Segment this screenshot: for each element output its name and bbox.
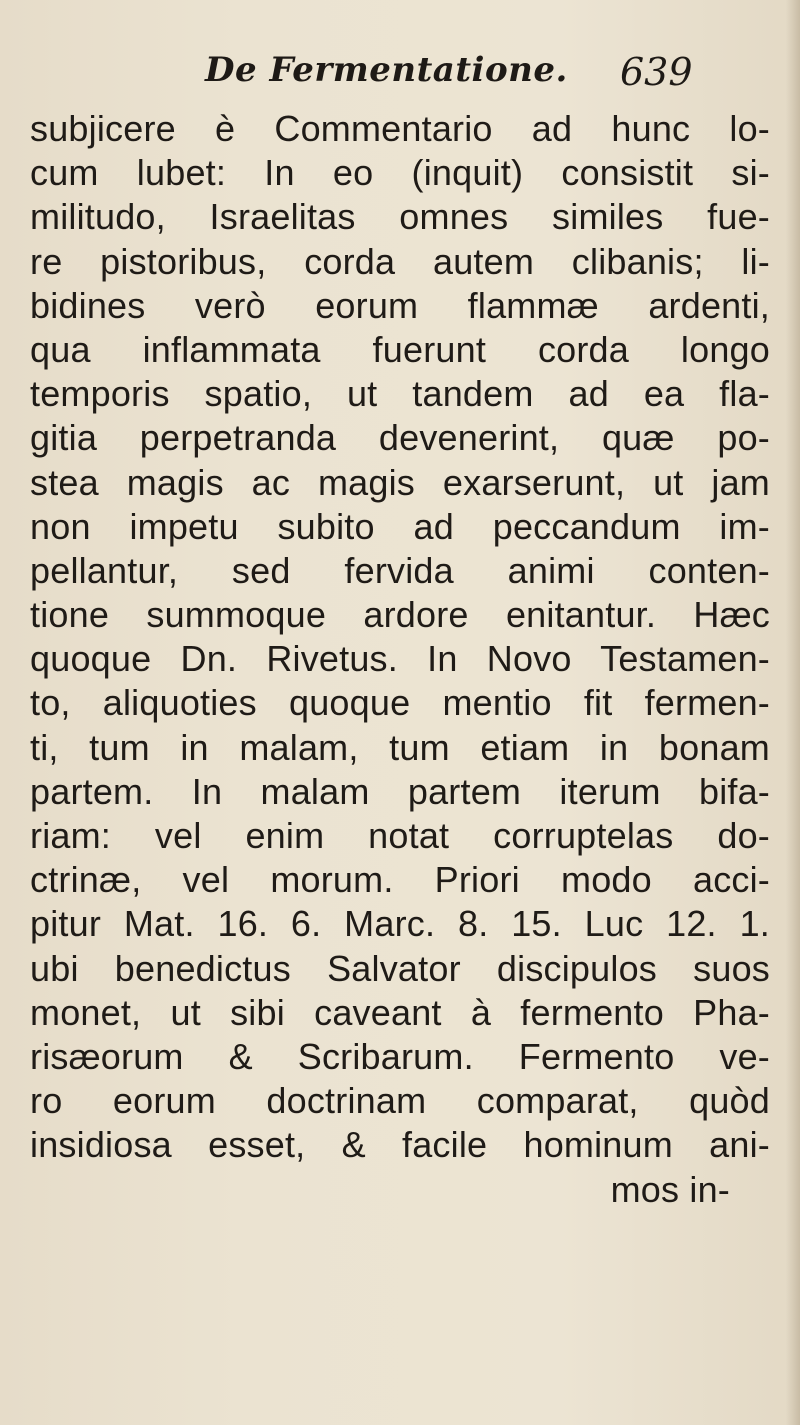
catchword: mos in- xyxy=(610,1168,730,1210)
text-line: ti, tum in malam, tum etiam in bonam xyxy=(30,726,770,768)
text-line: quoque Dn. Rivetus. In Novo Testamen- xyxy=(30,638,770,680)
text-line: ro eorum doctrinam comparat, quòd xyxy=(30,1080,770,1122)
running-title: De Fermentatione. xyxy=(205,50,568,90)
text-line: cum lubet: In eo (inquit) consistit si- xyxy=(30,152,770,194)
text-line: stea magis ac magis exarserunt, ut jam xyxy=(30,461,770,503)
text-line: temporis spatio, ut tandem ad ea fla- xyxy=(30,373,770,415)
text-line: riam: vel enim notat corruptelas do- xyxy=(30,815,770,856)
text-line: risæorum & Scribarum. Fermento ve- xyxy=(30,1035,770,1077)
text-line: monet, ut sibi caveant à fermento Pha- xyxy=(30,991,770,1033)
text-line: subjicere è Commentario ad hunc lo- xyxy=(30,108,770,149)
text-line: pitur Mat. 16. 6. Marc. 8. 15. Luc 12. 1. xyxy=(30,903,770,945)
text-line: ctrinæ, vel morum. Priori modo acci- xyxy=(30,859,770,901)
text-line: pellantur, sed fervida animi conten- xyxy=(30,549,770,591)
text-line: partem. In malam partem iterum bifa- xyxy=(30,770,770,812)
text-line: qua inflammata fuerunt corda longo xyxy=(30,328,770,370)
text-line: tione summoque ardore enitantur. Hæc xyxy=(30,594,770,636)
page-number: 639 xyxy=(620,50,693,94)
text-line: insidiosa esset, & facile hominum ani- xyxy=(30,1124,770,1166)
text-line: bidines verò eorum flammæ ardenti, xyxy=(30,284,770,326)
text-line: re pistoribus, corda autem clibanis; li- xyxy=(30,240,770,282)
text-line: militudo, Israelitas omnes similes fue- xyxy=(30,196,770,238)
text-line: ubi benedictus Salvator discipulos suos xyxy=(30,947,770,989)
text-line: gitia perpetranda devenerint, quæ po- xyxy=(30,417,770,459)
running-head xyxy=(0,50,800,100)
text-line: to, aliquoties quoque mentio fit fermen- xyxy=(30,682,770,724)
text-line: non impetu subito ad peccandum im- xyxy=(30,505,770,547)
text-block xyxy=(30,107,770,1212)
